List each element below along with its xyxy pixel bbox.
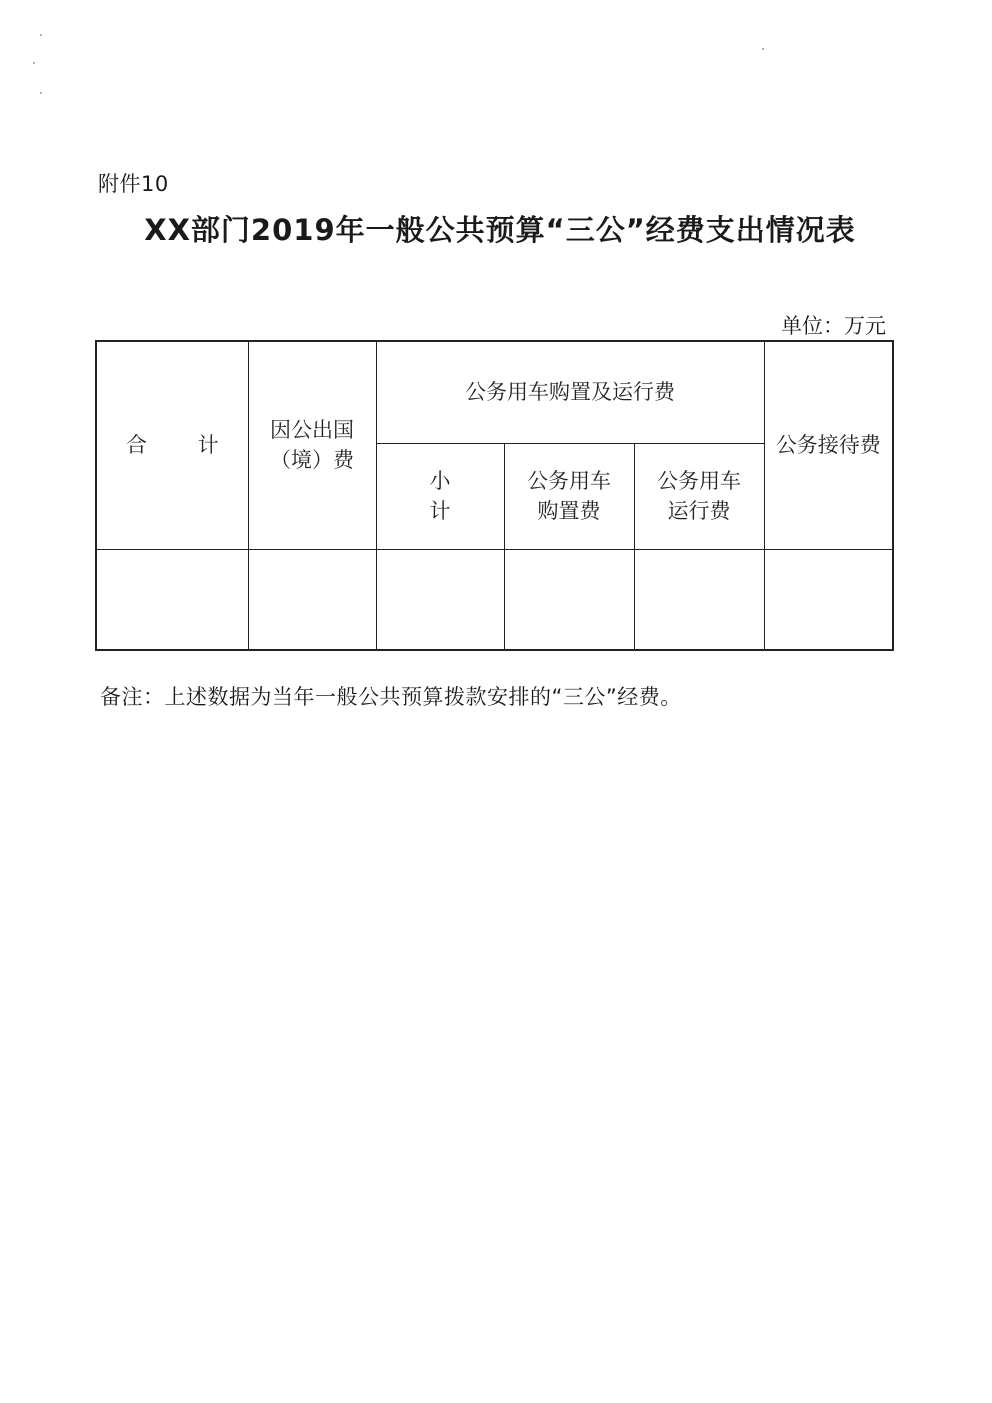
table-row bbox=[96, 549, 893, 650]
attachment-label: 附件10 bbox=[98, 172, 169, 196]
header-total: 合 计 bbox=[96, 341, 248, 549]
header-reception: 公务接待费 bbox=[764, 341, 893, 549]
unit-label: 单位：万元 bbox=[781, 314, 886, 338]
scan-speck bbox=[40, 92, 42, 94]
cell-vehicle-subtotal bbox=[376, 549, 504, 650]
cell-vehicle-purchase bbox=[504, 549, 634, 650]
header-vehicle-subtotal: 小 计 bbox=[376, 443, 504, 549]
scan-speck bbox=[33, 62, 35, 64]
cell-overseas bbox=[248, 549, 376, 650]
cell-reception bbox=[764, 549, 893, 650]
budget-table bbox=[95, 340, 894, 651]
header-vehicle-group: 公务用车购置及运行费 bbox=[376, 341, 764, 443]
header-vehicle-purchase: 公务用车购置费 bbox=[504, 443, 634, 549]
scan-speck bbox=[40, 34, 42, 36]
cell-total bbox=[96, 549, 248, 650]
header-overseas: 因公出国（境）费 bbox=[248, 341, 376, 549]
scan-speck bbox=[762, 48, 764, 50]
header-vehicle-operation: 公务用车运行费 bbox=[634, 443, 764, 549]
cell-vehicle-operation bbox=[634, 549, 764, 650]
document-title: XX部门2019年一般公共预算“三公”经费支出情况表 bbox=[144, 213, 856, 247]
footnote: 备注：上述数据为当年一般公共预算拨款安排的“三公”经费。 bbox=[100, 685, 682, 709]
